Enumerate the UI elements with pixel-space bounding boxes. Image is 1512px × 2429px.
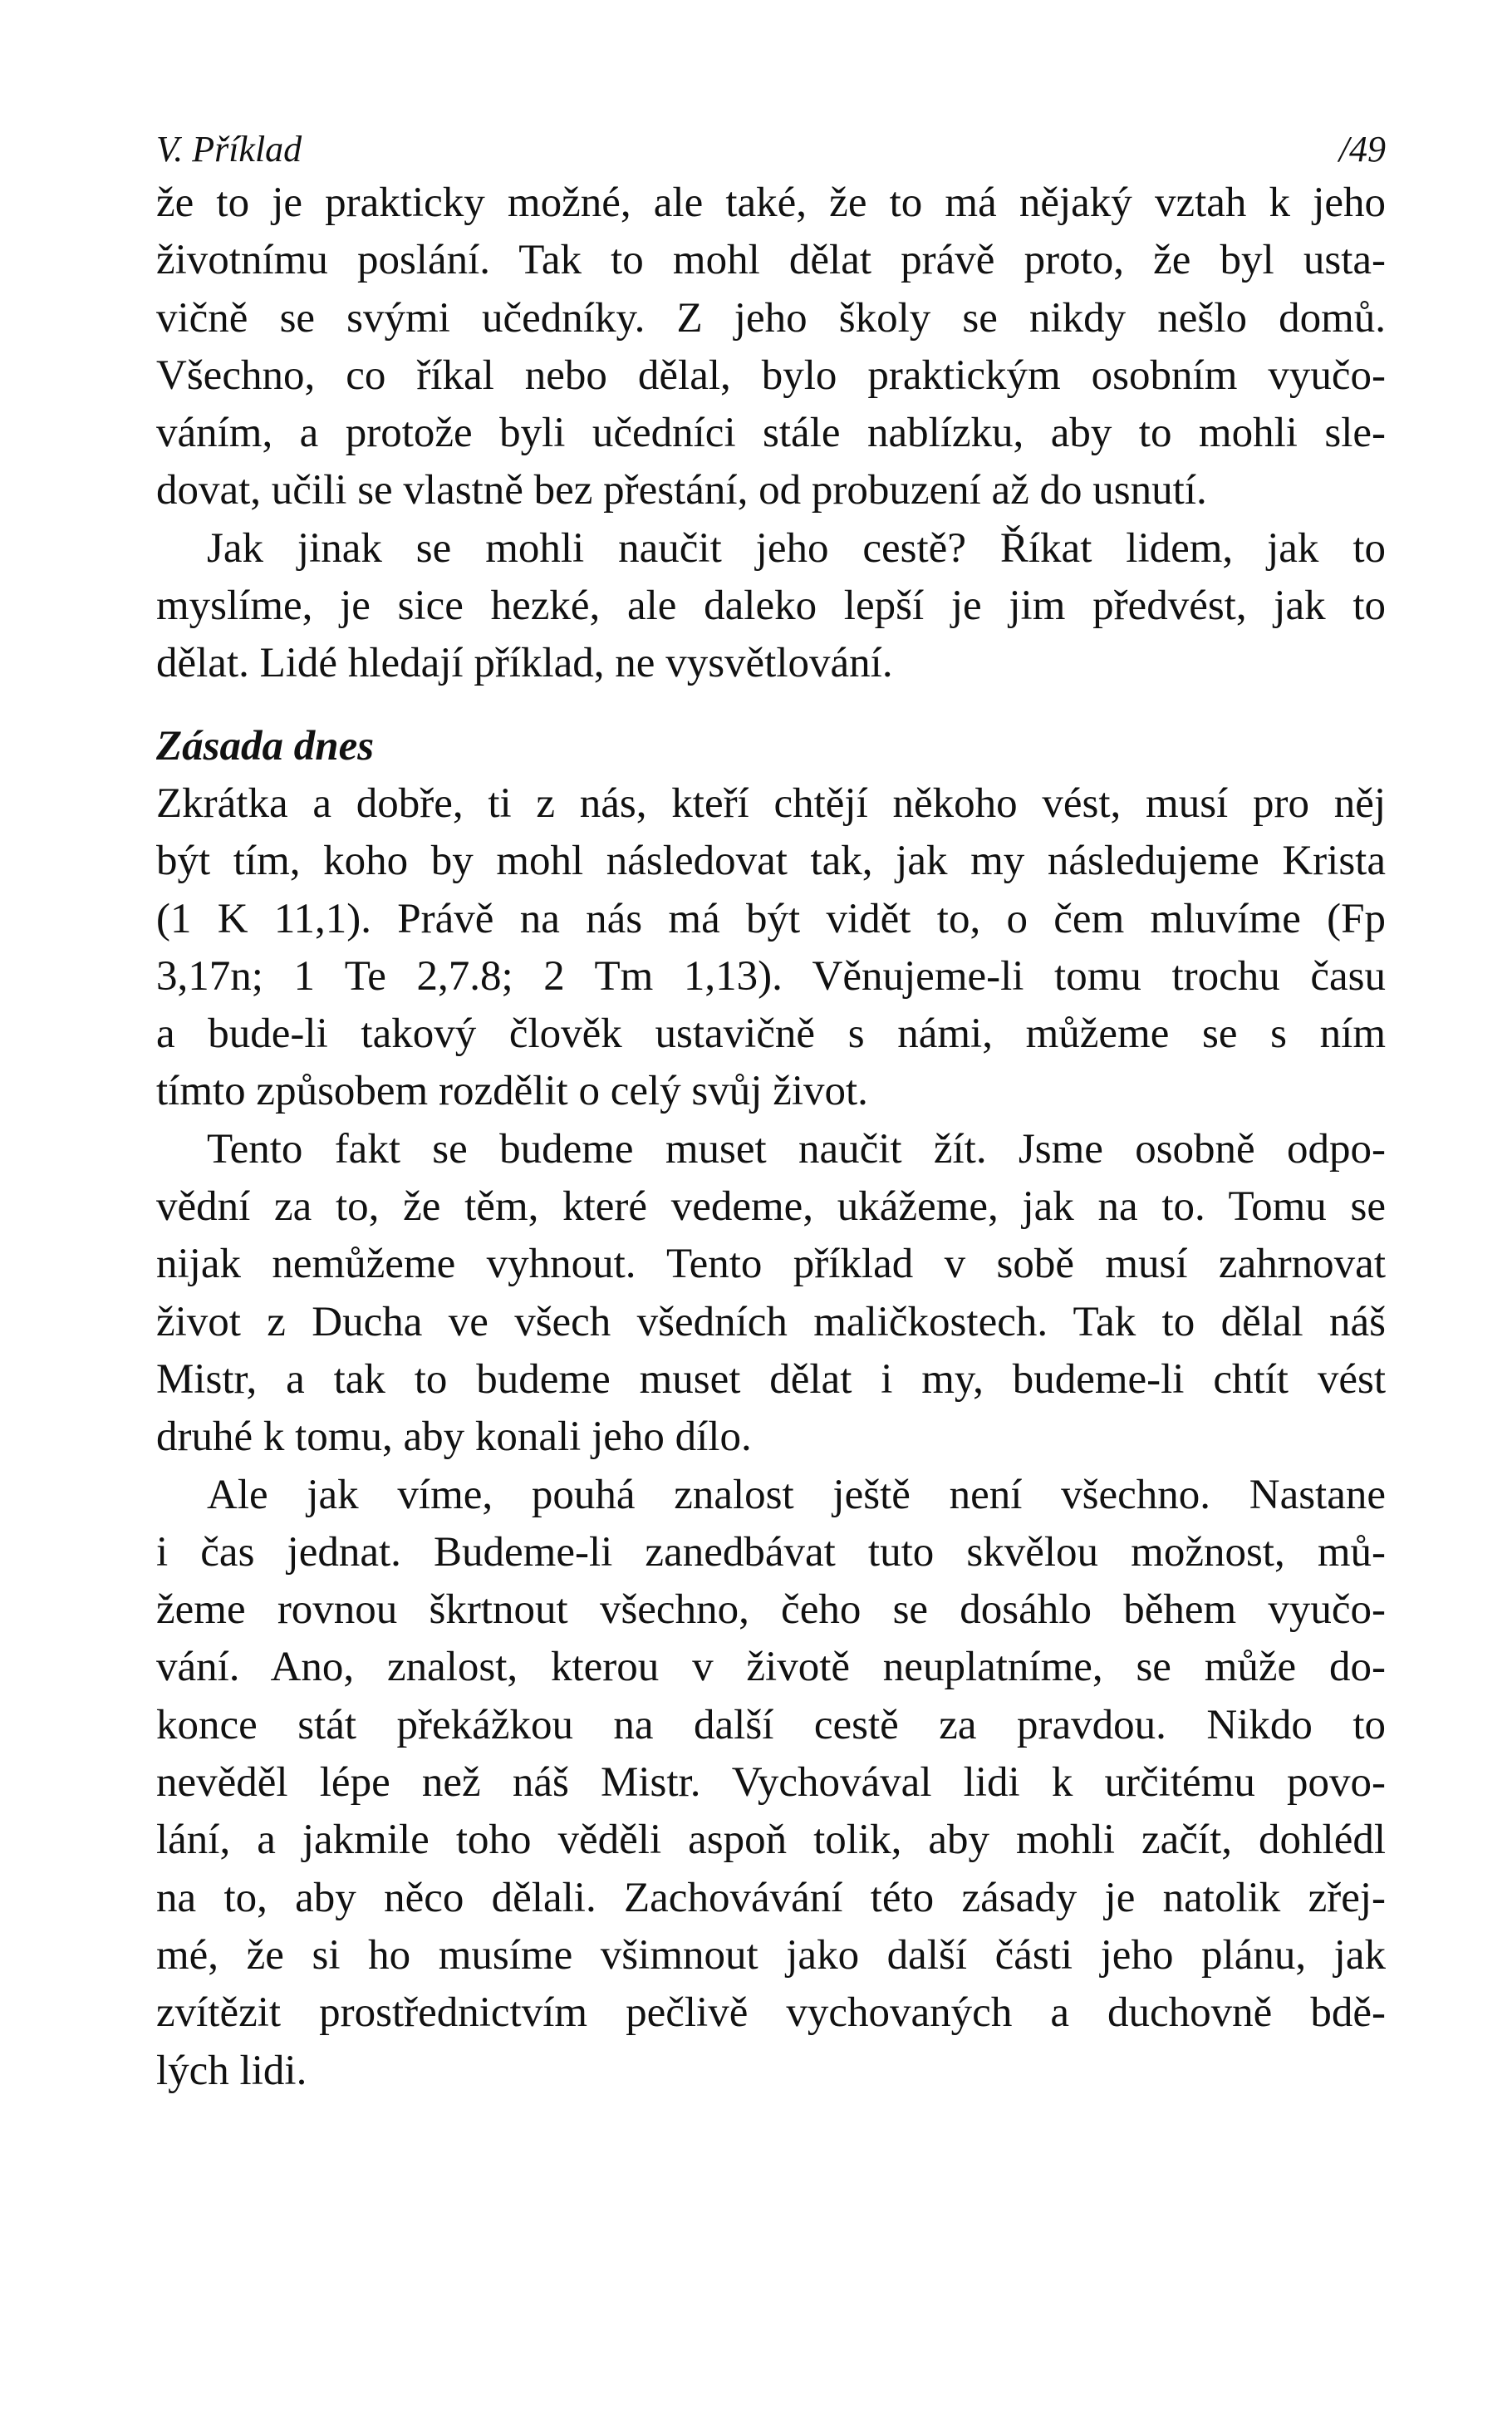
text-line: životnímu poslání. Tak to mohl dělat právě proto, že byl usta- [156,237,1386,284]
text-line: že to je prakticky možné, ale také, že to má nějaký vztah k jeho [156,179,1386,226]
text-line: zvítězit prostřednictvím pečlivě vychovaných a duchovně bdě- [156,1989,1386,2037]
paragraph-continuation [156,175,1386,520]
text-line: dovat, učili se vlastně bez přestání, od probuzení až do usnutí. [156,467,1207,514]
text-line: Zkrátka a dobře, ti z nás, kteří chtějí někoho vést, musí pro něj [156,779,1386,827]
text-line: Všechno, co říkal nebo dělal, bylo praktickým osobním vyučo- [156,352,1386,399]
text-line: tímto způsobem rozdělit o celý svůj život. [156,1068,868,1115]
paragraph [156,775,1386,1121]
text-line: lých lidi. [156,2047,307,2094]
text-line: i čas jednat. Budeme-li zanedbávat tuto skvělou možnost, mů- [156,1528,1386,1576]
text-line: být tím, koho by mohl následovat tak, jak my následujeme Krista [156,838,1386,885]
chapter-title: V. Příklad [156,129,302,170]
text-line: (1 K 11,1). Právě na nás má být vidět to, o čem mluvíme (Fp [156,895,1386,942]
text-line: lání, a jakmile toho věděli aspoň tolik, aby mohli začít, dohlédl [156,1817,1386,1864]
text-line: na to, aby něco dělali. Zachovávání této zásady je natolik zřej- [156,1874,1386,1921]
running-head [156,125,1386,175]
text-line: mé, že si ho musíme všimnout jako další části jeho plánu, jak [156,1931,1386,1979]
paragraph [156,1467,1386,2100]
paragraph [156,520,1386,693]
text-line: život z Ducha ve všech všedních maličkostech. Tak to dělal náš [156,1298,1386,1345]
text-line: žeme rovnou škrtnout všechno, čeho se dosáhlo během vyučo- [156,1586,1386,1634]
text-line: vičně se svými učedníky. Z jeho školy se nikdy nešlo domů. [156,294,1386,342]
text-line: dělat. Lidé hledají příklad, ne vysvětlování. [156,640,893,687]
text-line: nijak nemůžeme vyhnout. Tento příklad v sobě musí zahrnovat [156,1241,1386,1288]
text-line: druhé k tomu, aby konali jeho dílo. [156,1414,752,1461]
book-page [156,125,1386,2100]
text-line: váním, a protože byli učedníci stále nablízku, aby to mohli sle- [156,410,1386,457]
text-line: 3,17n; 1 Te 2,7.8; 2 Tm 1,13). Věnujeme-li tomu trochu času [156,952,1386,1000]
text-line: Tento fakt se budeme muset naučit žít. Jsme osobně odpo- [207,1125,1386,1173]
text-line: vědní za to, že těm, které vedeme, ukážeme, jak na to. Tomu se [156,1183,1386,1231]
text-line: Ale jak víme, pouhá znalost ještě není všechno. Nastane [207,1471,1386,1518]
paragraph [156,1121,1386,1467]
text-line: Jak jinak se mohli naučit jeho cestě? Říkat lidem, jak to [207,524,1386,572]
page-number: /49 [1338,129,1386,170]
text-line: konce stát překážkou na další cestě za pravdou. Nikdo to [156,1701,1386,1748]
section-heading: Zásada dnes [156,722,375,770]
text-line: nevěděl lépe než náš Mistr. Vychovával lidi k určitému povo- [156,1759,1386,1807]
text-line: vání. Ano, znalost, kterou v životě neuplatníme, se může do- [156,1644,1386,1691]
text-line: Mistr, a tak to budeme muset dělat i my, budeme-li chtít vést [156,1355,1386,1403]
text-line: a bude-li takový člověk ustavičně s námi, můžeme se s ním [156,1010,1386,1058]
text-line: myslíme, je sice hezké, ale daleko lepší je jim předvést, jak to [156,583,1386,630]
